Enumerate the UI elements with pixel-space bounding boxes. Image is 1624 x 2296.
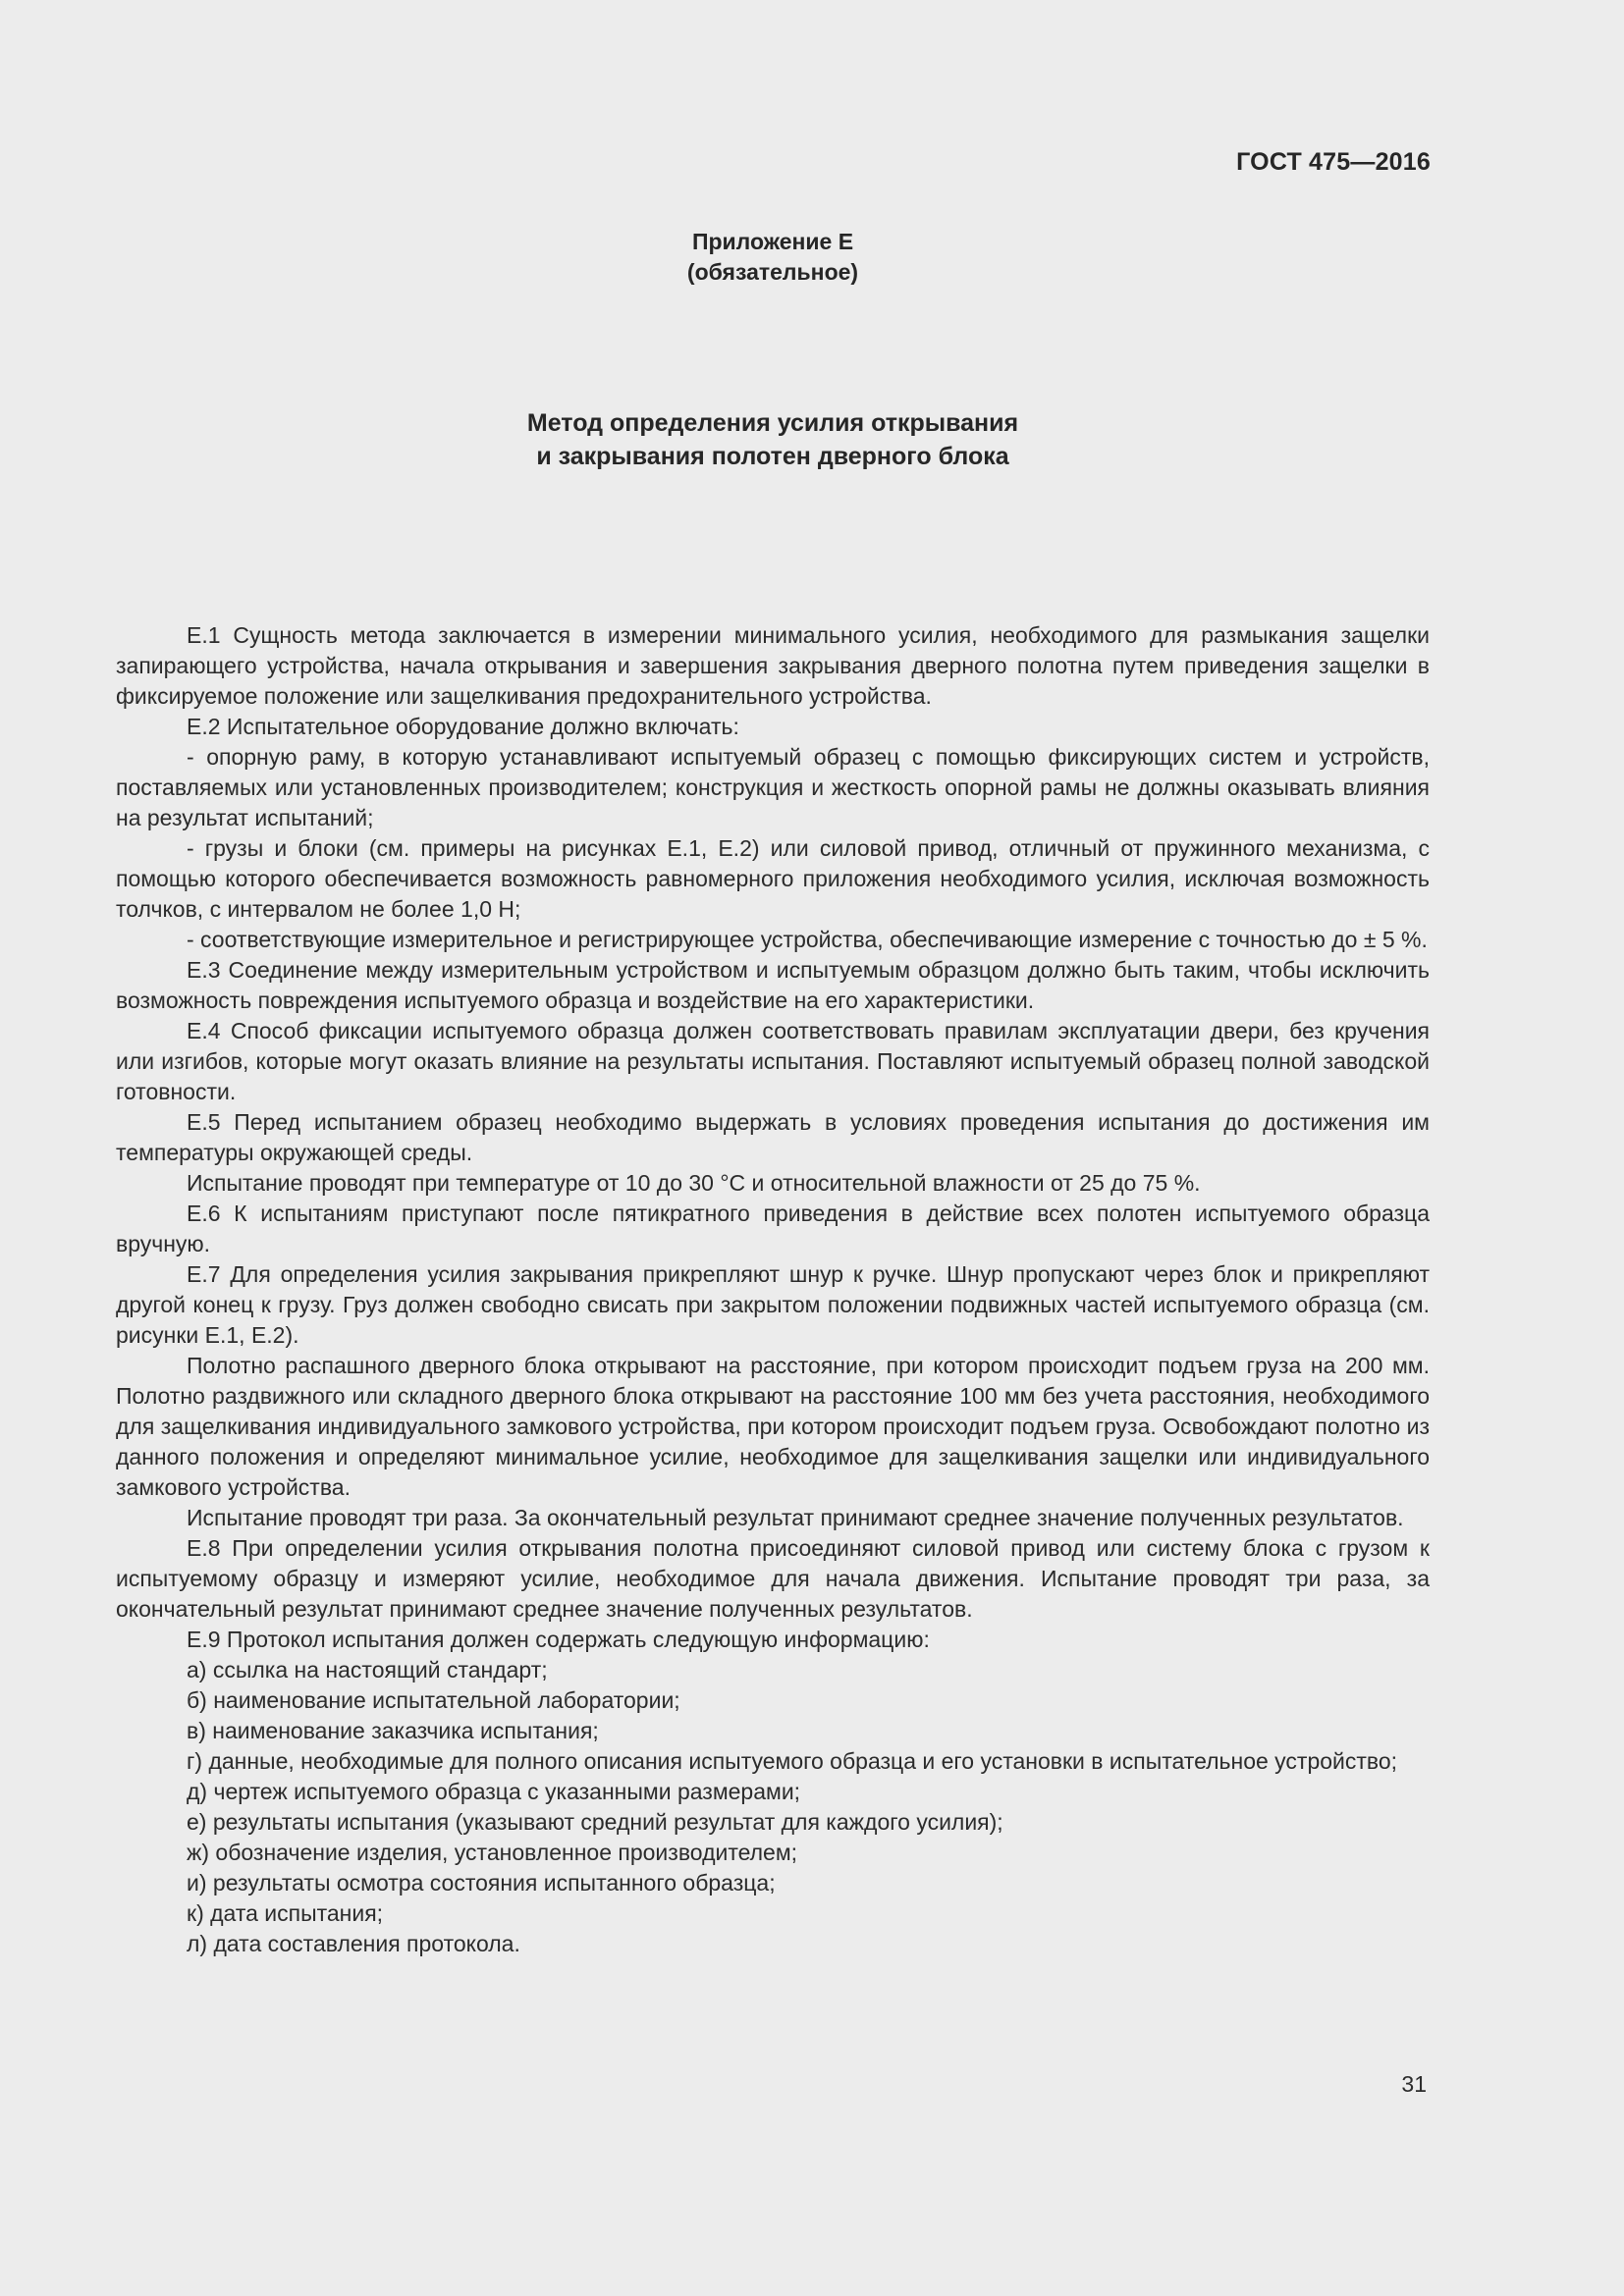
appendix-status: (обязательное): [686, 259, 859, 285]
equipment-item-frame: - опорную раму, в которую устанавливают испытуемый образец с помощью фиксирующих систем и устройств, поставляемых или установленных производителем; конструкция и жесткость опорной рамы не должны оказывать влияния на результат испытаний;: [116, 744, 1430, 830]
paragraph-repetitions: Испытание проводят три раза. За окончательный результат принимают среднее значение полученных результатов.: [187, 1505, 1404, 1530]
report-item-l: л) дата составления протокола.: [187, 1931, 520, 1956]
body-text: [116, 620, 1430, 1959]
paragraph-e2: Е.2 Испытательное оборудование должно включать:: [187, 714, 739, 739]
paragraph-e8: Е.8 При определении усилия открывания полотна присоединяют силовой привод или систему блока с грузом к испытуемому образцу и измеряют усилие, необходимое для начала движения. Испытание проводят три раза, за окончательный результат принимают среднее значение полученных результатов.: [116, 1535, 1430, 1622]
appendix-heading: [0, 227, 1545, 288]
section-title: [0, 406, 1545, 473]
equipment-item-weights: - грузы и блоки (см. примеры на рисунках Е.1, Е.2) или силовой привод, отличный от пружинного механизма, с помощью которого обеспечивается возможность равномерного приложения необходимого усилия, исключая возможность толчков, с интервалом не более 1,0 Н;: [116, 835, 1430, 922]
report-item-g: г) данные, необходимые для полного описания испытуемого образца и его установки в испытательное устройство;: [187, 1748, 1398, 1774]
paragraph-e3: Е.3 Соединение между измерительным устройством и испытуемым образцом должно быть таким, чтобы исключить возможность повреждения испытуемого образца и воздействие на его характеристики.: [116, 957, 1430, 1013]
section-title-line-1: Метод определения усилия открывания: [526, 409, 1019, 437]
report-item-a: а) ссылка на настоящий стандарт;: [187, 1657, 548, 1682]
equipment-item-measuring: - соответствующие измерительное и регистрирующее устройства, обеспечивающие измерение с точностью до ± 5 %.: [187, 927, 1428, 952]
paragraph-e5: Е.5 Перед испытанием образец необходимо выдержать в условиях проведения испытания до достижения им температуры окружающей среды.: [116, 1109, 1430, 1165]
report-item-e: е) результаты испытания (указывают средний результат для каждого усилия);: [187, 1809, 1003, 1835]
document-identifier: ГОСТ 475—2016: [1236, 148, 1431, 176]
page-number: 31: [1401, 2071, 1427, 2097]
report-item-d: д) чертеж испытуемого образца с указанными размерами;: [187, 1779, 801, 1804]
report-item-i: и) результаты осмотра состояния испытанного образца;: [187, 1870, 776, 1896]
paragraph-e7: Е.7 Для определения усилия закрывания прикрепляют шнур к ручке. Шнур пропускают через блок и прикрепляют другой конец к грузу. Груз должен свободно свисать при закрытом положении подвижных частей испытуемого образца (см. рисунки Е.1, Е.2).: [116, 1261, 1430, 1348]
paragraph-e1: Е.1 Сущность метода заключается в измерении минимального усилия, необходимого для размыкания защелки запирающего устройства, начала открывания и завершения закрывания дверного полотна путем приведения защелки в фиксируемое положение или защелкивания предохранительного устройства.: [116, 622, 1430, 709]
paragraph-opening-procedure: Полотно распашного дверного блока открывают на расстояние, при котором происходит подъем груза на 200 мм. Полотно раздвижного или складного дверного блока открывают на расстояние 100 мм без учета расстояния, необходимого для защелкивания индивидуального замкового устройства, при котором происходит подъем груза. Освобождают полотно из данного положения и определяют минимальное усилие, необходимое для защелкивания защелки или индивидуального замкового устройства.: [116, 1353, 1430, 1500]
paragraph-e6: Е.6 К испытаниям приступают после пятикратного приведения в действие всех полотен испытуемого образца вручную.: [116, 1201, 1430, 1256]
report-item-v: в) наименование заказчика испытания;: [187, 1718, 599, 1743]
report-item-b: б) наименование испытательной лаборатории;: [187, 1687, 680, 1713]
report-item-zh: ж) обозначение изделия, установленное производителем;: [187, 1840, 798, 1865]
section-title-line-2: и закрывания полотен дверного блока: [536, 443, 1009, 470]
report-item-k: к) дата испытания;: [187, 1900, 384, 1926]
appendix-title: Приложение Е: [691, 229, 854, 254]
paragraph-test-conditions: Испытание проводят при температуре от 10 до 30 °С и относительной влажности от 25 до 75 %.: [187, 1170, 1201, 1196]
paragraph-e9: Е.9 Протокол испытания должен содержать следующую информацию:: [187, 1627, 930, 1652]
paragraph-e4: Е.4 Способ фиксации испытуемого образца должен соответствовать правилам эксплуатации двери, без кручения или изгибов, которые могут оказать влияние на результаты испытания. Поставляют испытуемый образец полной заводской готовности.: [116, 1018, 1430, 1104]
